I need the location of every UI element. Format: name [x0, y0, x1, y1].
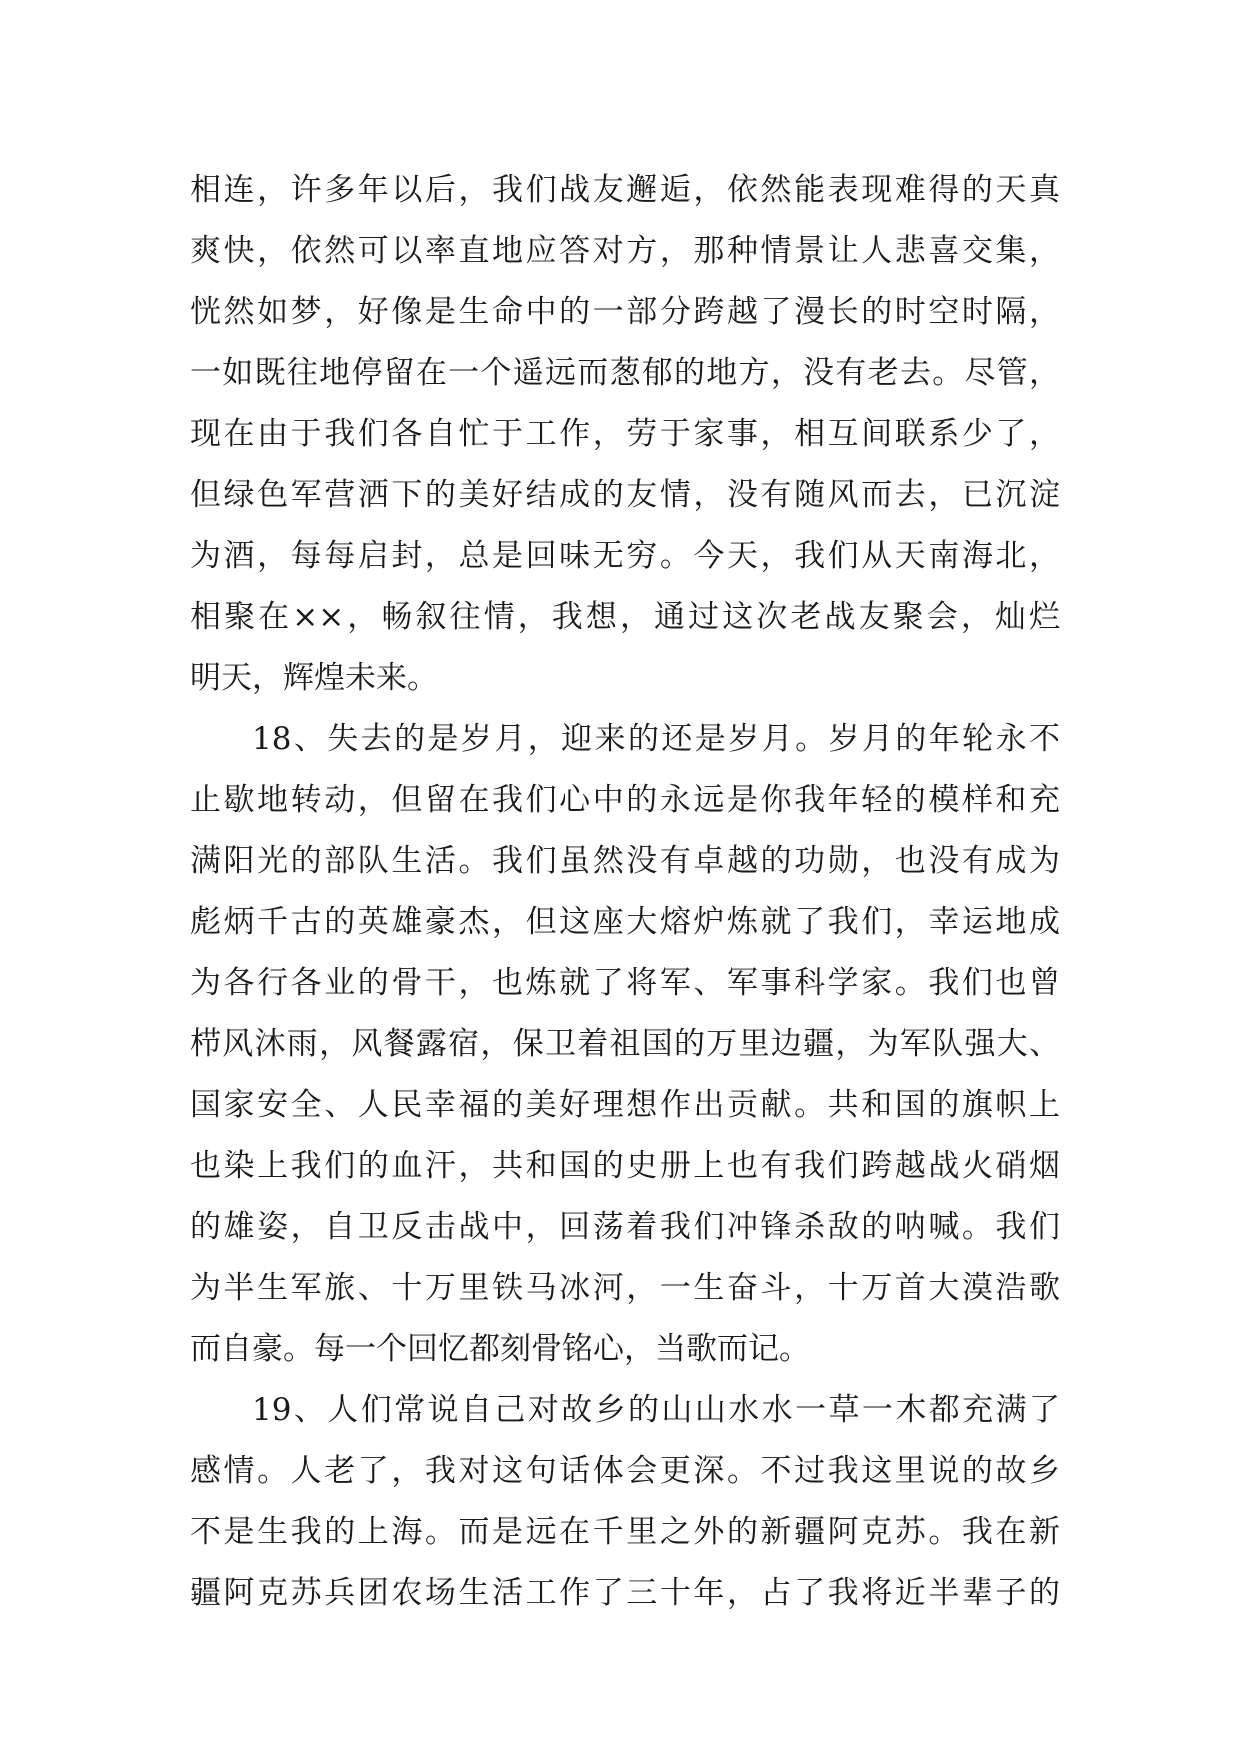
paragraph-18 — [190, 709, 1060, 1380]
text-line: 为酒，每每启封，总是回味无穷。今天，我们从天南海北， — [190, 538, 1060, 574]
text-line: 也染上我们的血汗，共和国的史册上也有我们跨越战火硝烟 — [190, 1148, 1060, 1184]
document-body — [190, 160, 1060, 1624]
text-line: 恍然如梦，好像是生命中的一部分跨越了漫长的时空时隔， — [190, 294, 1060, 330]
text-line: 一如既往地停留在一个遥远而葱郁的地方，没有老去。尽管， — [190, 355, 1060, 391]
text-line: 彪炳千古的英雄豪杰，但这座大熔炉炼就了我们，幸运地成 — [190, 904, 1060, 940]
text-line: 而自豪。每一个回忆都刻骨铭心，当歌而记。 — [190, 1331, 810, 1367]
text-line: 相连，许多年以后，我们战友邂逅，依然能表现难得的天真 — [190, 172, 1060, 208]
text-line: 18、失去的是岁月，迎来的还是岁月。岁月的年轮永不 — [252, 721, 1060, 757]
text-line: 栉风沐雨，风餐露宿，保卫着祖国的万里边疆，为军队强大、 — [190, 1026, 1060, 1062]
text-line: 为半生军旅、十万里铁马冰河，一生奋斗，十万首大漠浩歌 — [190, 1270, 1060, 1306]
text-line: 但绿色军营洒下的美好结成的友情，没有随风而去，已沉淀 — [190, 477, 1060, 513]
text-line: 的雄姿，自卫反击战中，回荡着我们冲锋杀敌的呐喊。我们 — [190, 1209, 1060, 1245]
text-line: 19、人们常说自己对故乡的山山水水一草一木都充满了 — [252, 1392, 1060, 1428]
text-line: 爽快，依然可以率直地应答对方，那种情景让人悲喜交集， — [190, 233, 1060, 269]
text-line: 为各行各业的骨干，也炼就了将军、军事科学家。我们也曾 — [190, 965, 1060, 1001]
text-line: 止歇地转动，但留在我们心中的永远是你我年轻的模样和充 — [190, 782, 1060, 818]
text-line: 不是生我的上海。而是远在千里之外的新疆阿克苏。我在新 — [190, 1514, 1060, 1550]
text-line: 相聚在××，畅叙往情，我想，通过这次老战友聚会，灿烂 — [190, 599, 1060, 635]
paragraph-19 — [190, 1380, 1060, 1624]
text-line: 明天，辉煌未来。 — [190, 660, 438, 696]
text-line: 国家安全、人民幸福的美好理想作出贡献。共和国的旗帜上 — [190, 1087, 1060, 1123]
text-line: 满阳光的部队生活。我们虽然没有卓越的功勋，也没有成为 — [190, 843, 1060, 879]
paragraph-continuation — [190, 160, 1060, 709]
text-line: 感情。人老了，我对这句话体会更深。不过我这里说的故乡 — [190, 1453, 1060, 1489]
text-line: 疆阿克苏兵团农场生活工作了三十年，占了我将近半辈子的 — [190, 1575, 1060, 1611]
text-line: 现在由于我们各自忙于工作，劳于家事，相互间联系少了， — [190, 416, 1060, 452]
